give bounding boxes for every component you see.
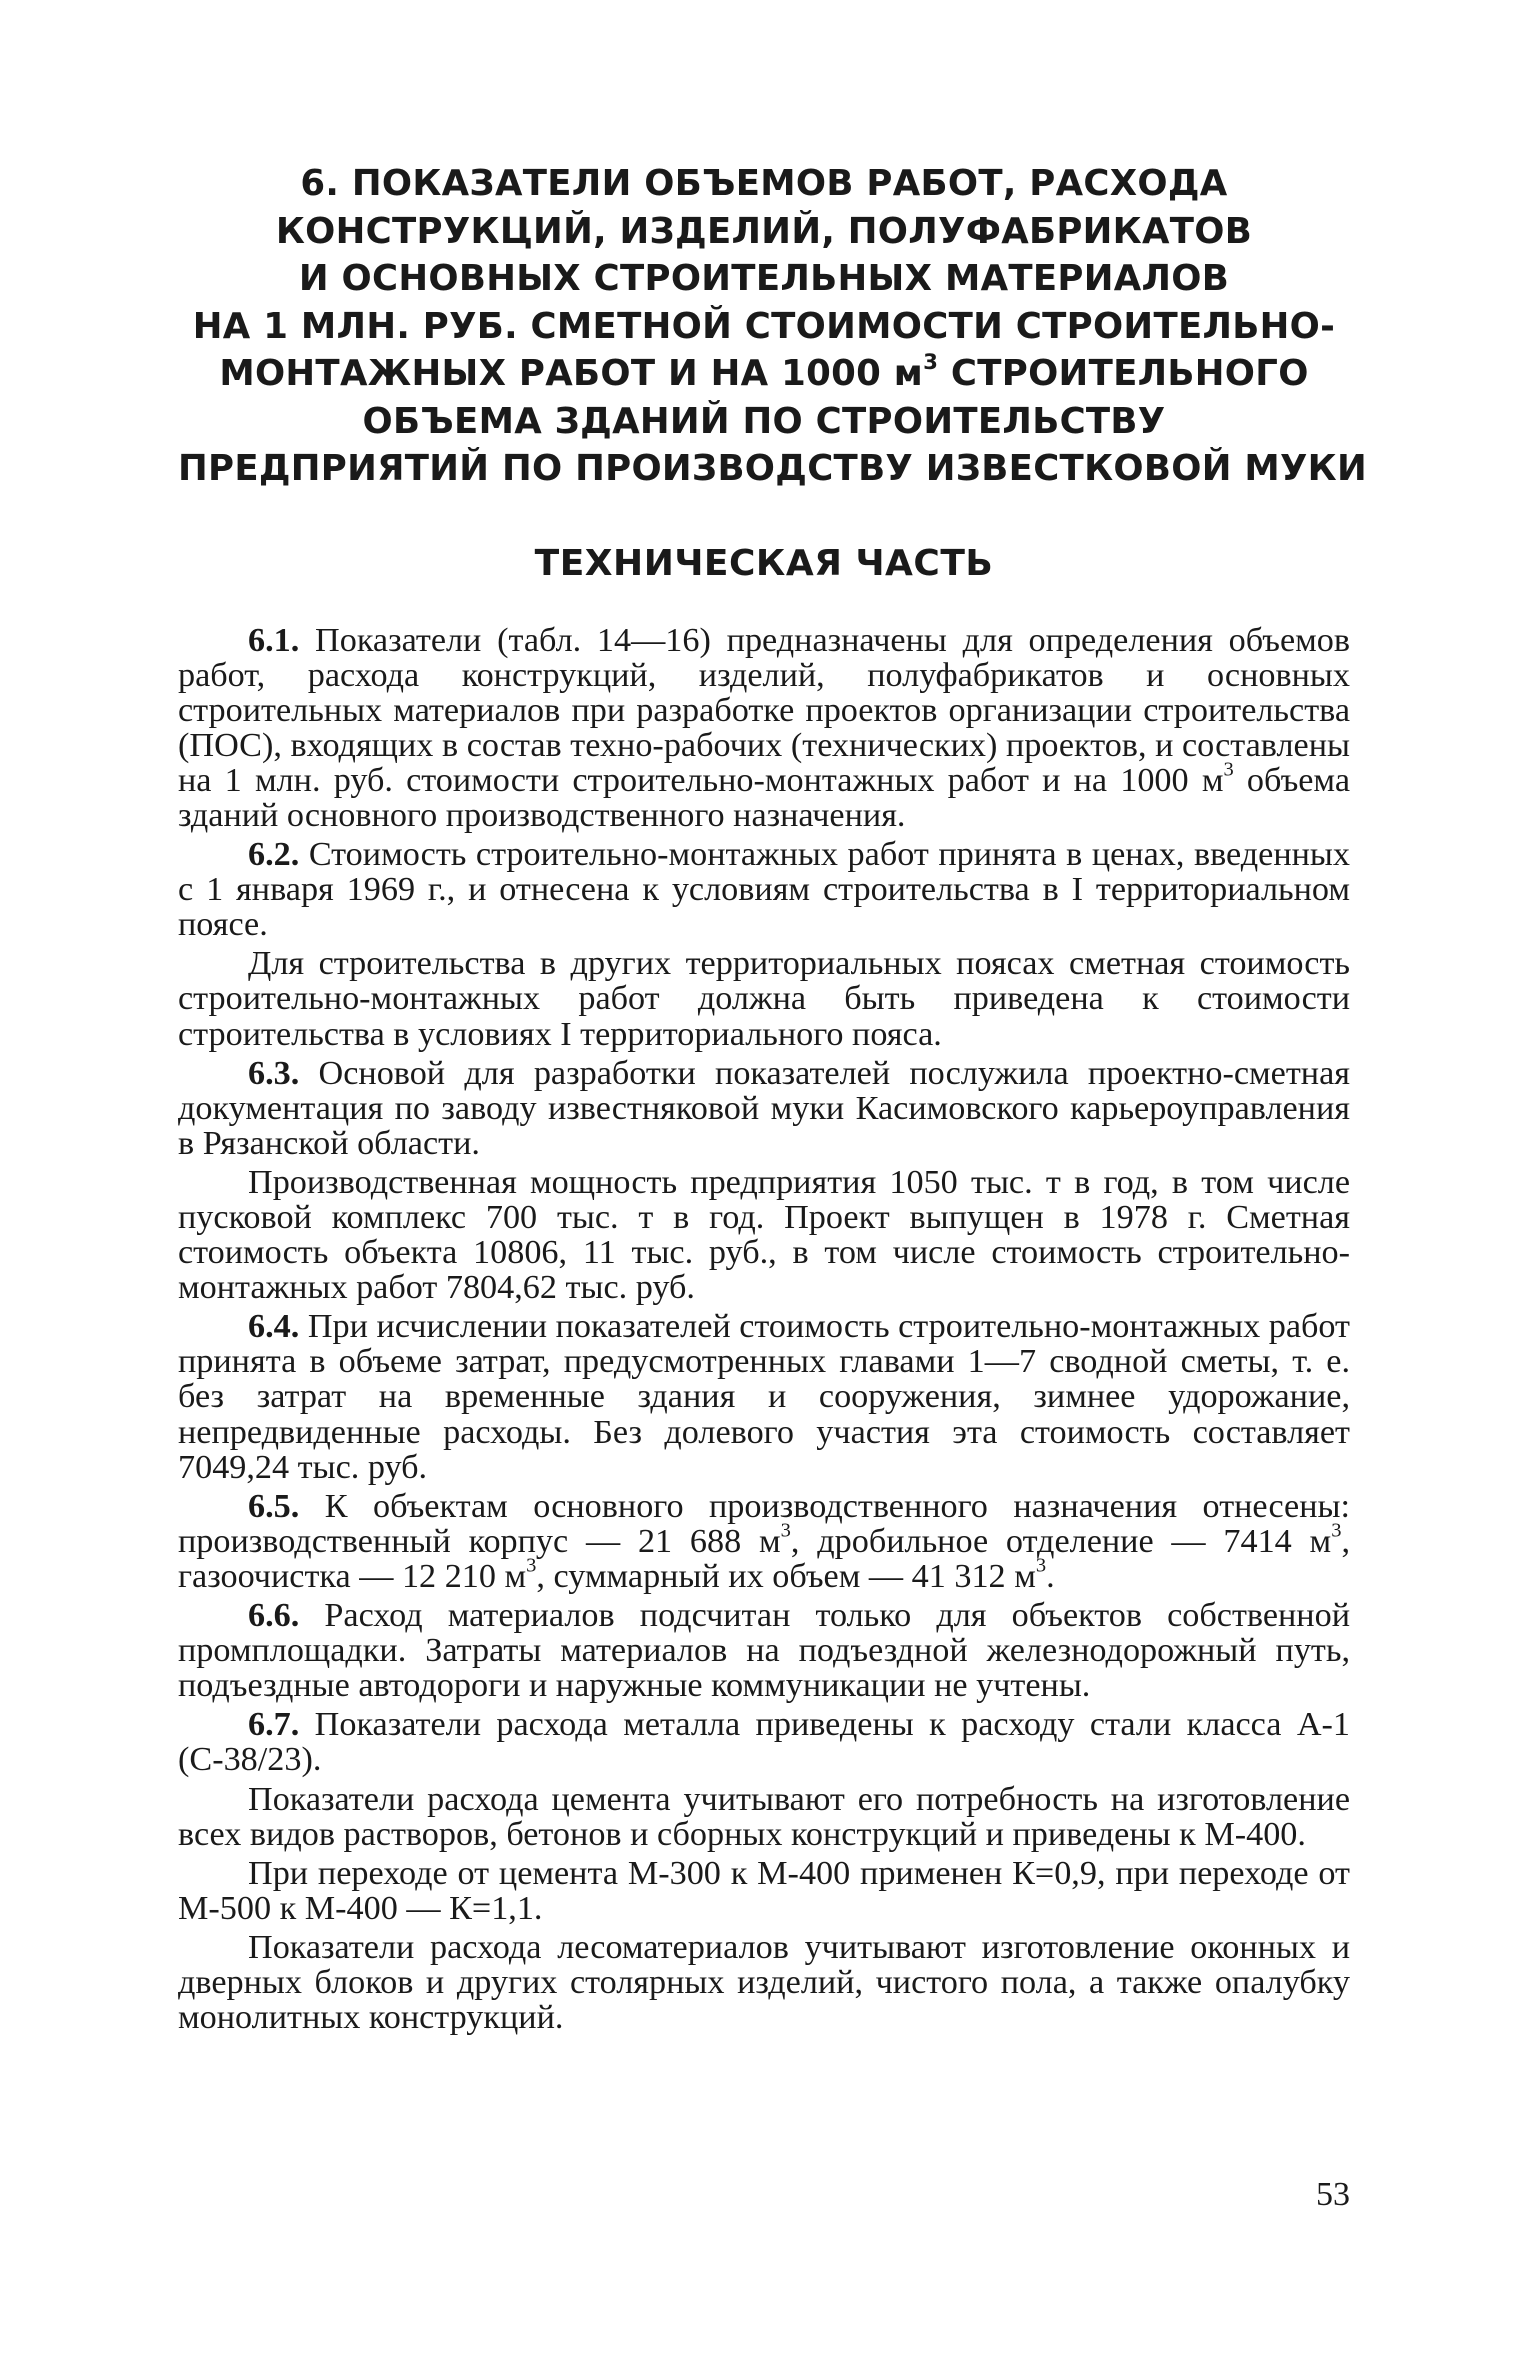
paragraph-number: 6.4.	[248, 1308, 300, 1346]
title-line-5-tail: СТРОИТЕЛЬНОГО	[938, 353, 1309, 394]
paragraph-text-cont: объема зданий основного производственного назначения.	[178, 761, 1350, 834]
title-line-3: И ОСНОВНЫХ СТРОИТЕЛЬНЫХ МАТЕРИАЛОВ	[298, 258, 1230, 299]
paragraph-6-7-b: Показатели расхода цемента учитывают его потребность на изготовление всех видов растворов, бетонов и сборных конструкций и приведены к М-400.	[178, 1780, 1350, 1853]
paragraph-6-7-d: Показатели расхода лесоматериалов учитывают изготовление оконных и дверных блоков и других столярных изделий, чистого пола, а также опалубку монолитных конструкций.	[178, 1928, 1350, 2037]
body-text	[178, 623, 1350, 2036]
paragraph-number: 6.6.	[248, 1597, 300, 1635]
section-title	[178, 160, 1367, 493]
paragraph-number: 6.2.	[248, 836, 300, 874]
paragraph-text-end: .	[1046, 1557, 1055, 1595]
paragraph-6-2-b: Для строительства в других территориальных поясах сметная стоимость строительно-монтажных работ должна быть приведена к стоимости строительства в условиях I территориального пояса.	[178, 945, 1350, 1053]
paragraph-6-7-c: При переходе от цемента М-300 к М-400 применен К=0,9, при переходе от М-500 к М-400 — К=1,1.	[178, 1854, 1350, 1927]
paragraph-text: К объектам основного производственного назначения отнесены: производственный корпус — 21 688 м	[178, 1487, 1350, 1560]
title-line-5-text: МОНТАЖНЫХ РАБОТ И НА 1000 м	[219, 353, 924, 394]
page-content	[178, 160, 1367, 2039]
superscript: 3	[1331, 1519, 1342, 1542]
paragraph-6-4	[178, 1309, 1350, 1484]
paragraph-text: Показатели (табл. 14—16) предназначены для определения объемов работ, расхода конструкций, изделий, полуфабрикатов и основных строительных материалов при разработке проектов организации строительства (ПОС), входящих в состав техно-рабочих (технических) проектов, и составлены на 1 млн. руб. стоимости строительно-монтажных работ и на 1000 м	[178, 621, 1350, 799]
paragraph-6-7	[178, 1707, 1350, 1777]
title-line-1: 6. ПОКАЗАТЕЛИ ОБЪЕМОВ РАБОТ, РАСХОДА	[300, 163, 1228, 204]
paragraph-text-cont: , дробильное отделение — 7414 м	[790, 1522, 1332, 1560]
title-line-2: КОНСТРУКЦИЙ, ИЗДЕЛИЙ, ПОЛУФАБРИКАТОВ	[275, 210, 1253, 252]
paragraph-text: Расход материалов подсчитан только для объектов собственной промплощадки. Затраты материалов на подъездной железнодорожный путь, подъездные автодороги и наружные коммуникации не учтены.	[178, 1597, 1350, 1705]
paragraph-text: Стоимость строительно-монтажных работ принята в ценах, введенных с 1 января 1969 г., и отнесена к условиям строительства в I территориальном поясе.	[178, 836, 1350, 944]
paragraph-number: 6.5.	[248, 1487, 300, 1525]
superscript: 3	[1223, 758, 1234, 781]
paragraph-number: 6.3.	[248, 1054, 300, 1092]
paragraph-text: Показатели расхода металла приведены к расходу стали класса А-1 (С-38/23).	[178, 1706, 1350, 1779]
paragraph-text-cont: , газоочистка — 12 210 м	[178, 1522, 1350, 1595]
title-superscript: 3	[923, 350, 939, 376]
paragraph-text-cont: , суммарный их объем — 41 312 м	[536, 1557, 1036, 1595]
paragraph-number: 6.1.	[248, 621, 300, 659]
superscript: 3	[780, 1519, 791, 1542]
superscript: 3	[526, 1554, 537, 1577]
paragraph-6-3-b: Производственная мощность предприятия 1050 тыс. т в год, в том числе пусковой комплекс 700 тыс. т в год. Проект выпущен в 1978 г. Сметная стоимость объекта 10806, 11 тыс. руб., в том числе стоимость строительно-монтажных работ 7804,62 тыс. руб.	[178, 1163, 1350, 1307]
title-line-7: ПРЕДПРИЯТИЙ ПО ПРОИЗВОДСТВУ ИЗВЕСТКОВОЙ МУКИ	[178, 448, 1367, 489]
paragraph-text: При исчислении показателей стоимость строительно-монтажных работ принята в объеме затрат, предусмотренных главами 1—7 сводной сметы, т. е. без затрат на временные здания и сооружения, зимнее удорожание, непредвиденные расходы. Без долевого участия эта стоимость составляет 7049,24 тыс. руб.	[178, 1308, 1350, 1486]
paragraph-6-2	[178, 837, 1350, 942]
paragraph-number: 6.7.	[248, 1706, 300, 1744]
paragraph-6-6	[178, 1598, 1350, 1703]
title-line-5	[178, 350, 1350, 398]
section-subtitle: ТЕХНИЧЕСКАЯ ЧАСТЬ	[534, 542, 994, 584]
page-number: 53	[1316, 2176, 1350, 2213]
paragraph-text: Основой для разработки показателей послужила проектно-сметная документация по заводу известняковой муки Касимовского карьероуправления в Рязанской области.	[178, 1054, 1350, 1162]
paragraph-6-1	[178, 623, 1350, 834]
title-line-6: ОБЪЕМА ЗДАНИЙ ПО СТРОИТЕЛЬСТВУ	[362, 400, 1166, 442]
paragraph-6-5	[178, 1489, 1350, 1594]
title-line-4: НА 1 МЛН. РУБ. СМЕТНОЙ СТОИМОСТИ СТРОИТЕЛЬНО-	[192, 305, 1336, 347]
paragraph-6-3	[178, 1056, 1350, 1161]
superscript: 3	[1035, 1554, 1047, 1577]
